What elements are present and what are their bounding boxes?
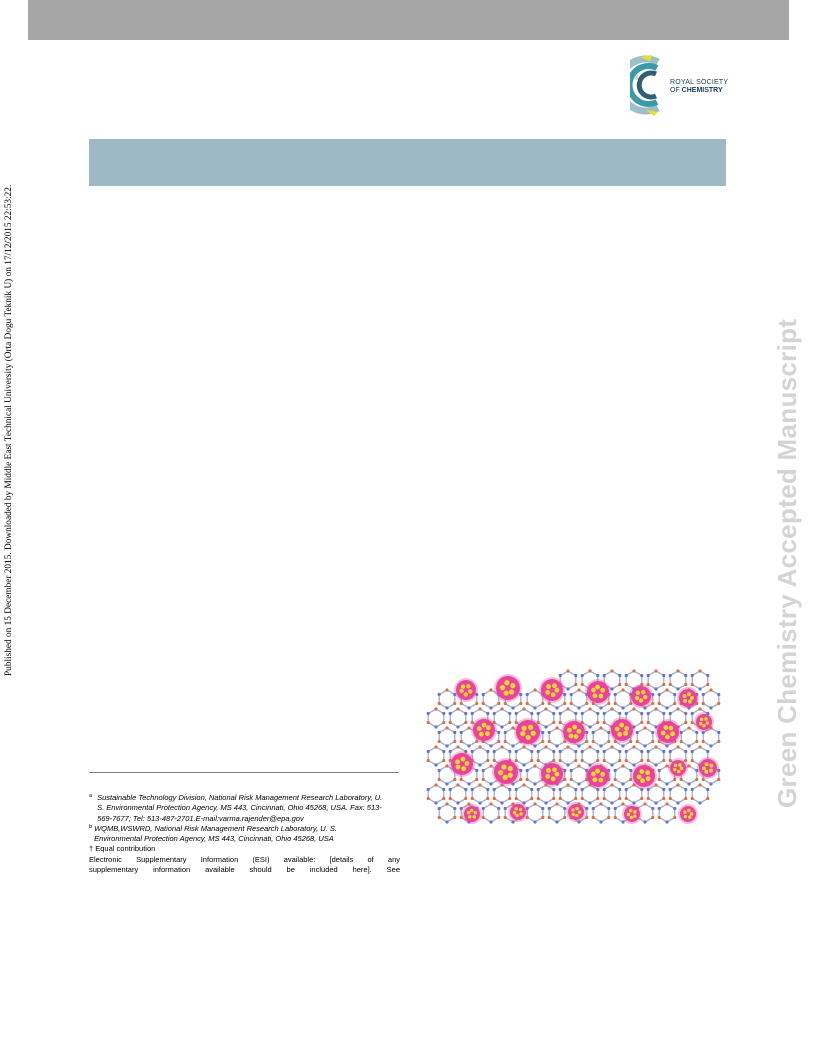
graphical-abstract-image <box>426 668 724 828</box>
footnote-a <box>89 793 400 824</box>
footnote-esi-line1: Electronic Supplementary Information (ESI) available: [details of any <box>89 854 400 864</box>
footnote-b-text: WQMB,WSWRD, National Risk Management Research Laboratory, U. S. Environmental Protection Agency, MS 443, Cincinnati, Ohio 45268, USA <box>94 823 337 844</box>
footnote-b-marker: b <box>89 823 93 830</box>
rsc-logo-line2 <box>670 87 723 94</box>
accepted-manuscript-watermark: Green Chemistry Accepted Manuscript <box>772 318 802 808</box>
footnote-a-marker: a <box>89 793 93 799</box>
rsc-logo-line2-bold: CHEMISTRY <box>681 87 723 94</box>
rsc-logo <box>630 52 730 118</box>
footnote-esi-line2: supplementary information available should be included here]. See <box>89 865 400 875</box>
publication-note: Published on 15 December 2015. Downloaded by Middle East Technical University (Orta Dogu Teknik U) on 17/12/2015 22:53:22. <box>4 184 14 676</box>
nanoparticle-sheet-illustration <box>426 668 724 828</box>
footnote-equal-contribution: † Equal contribution <box>89 844 156 854</box>
footnotes <box>89 793 400 875</box>
rsc-logo-line1: ROYAL SOCIETY <box>670 79 729 86</box>
footnote-a-text: Sustainable Technology Division, National Risk Management Research Laboratory, U. S. Environmental Protection Agency, MS 443, Cincinnati, Ohio 45268, USA. Fax: 513- 569-7677; Tel: 513-487-2701.E-mail:varma.rajender@epa.gov <box>97 793 383 823</box>
footnote-b <box>89 824 400 845</box>
rsc-logo-line2-prefix: OF <box>670 87 682 94</box>
footnote-divider <box>89 772 399 773</box>
title-band <box>89 139 726 186</box>
header-bar <box>28 0 789 40</box>
